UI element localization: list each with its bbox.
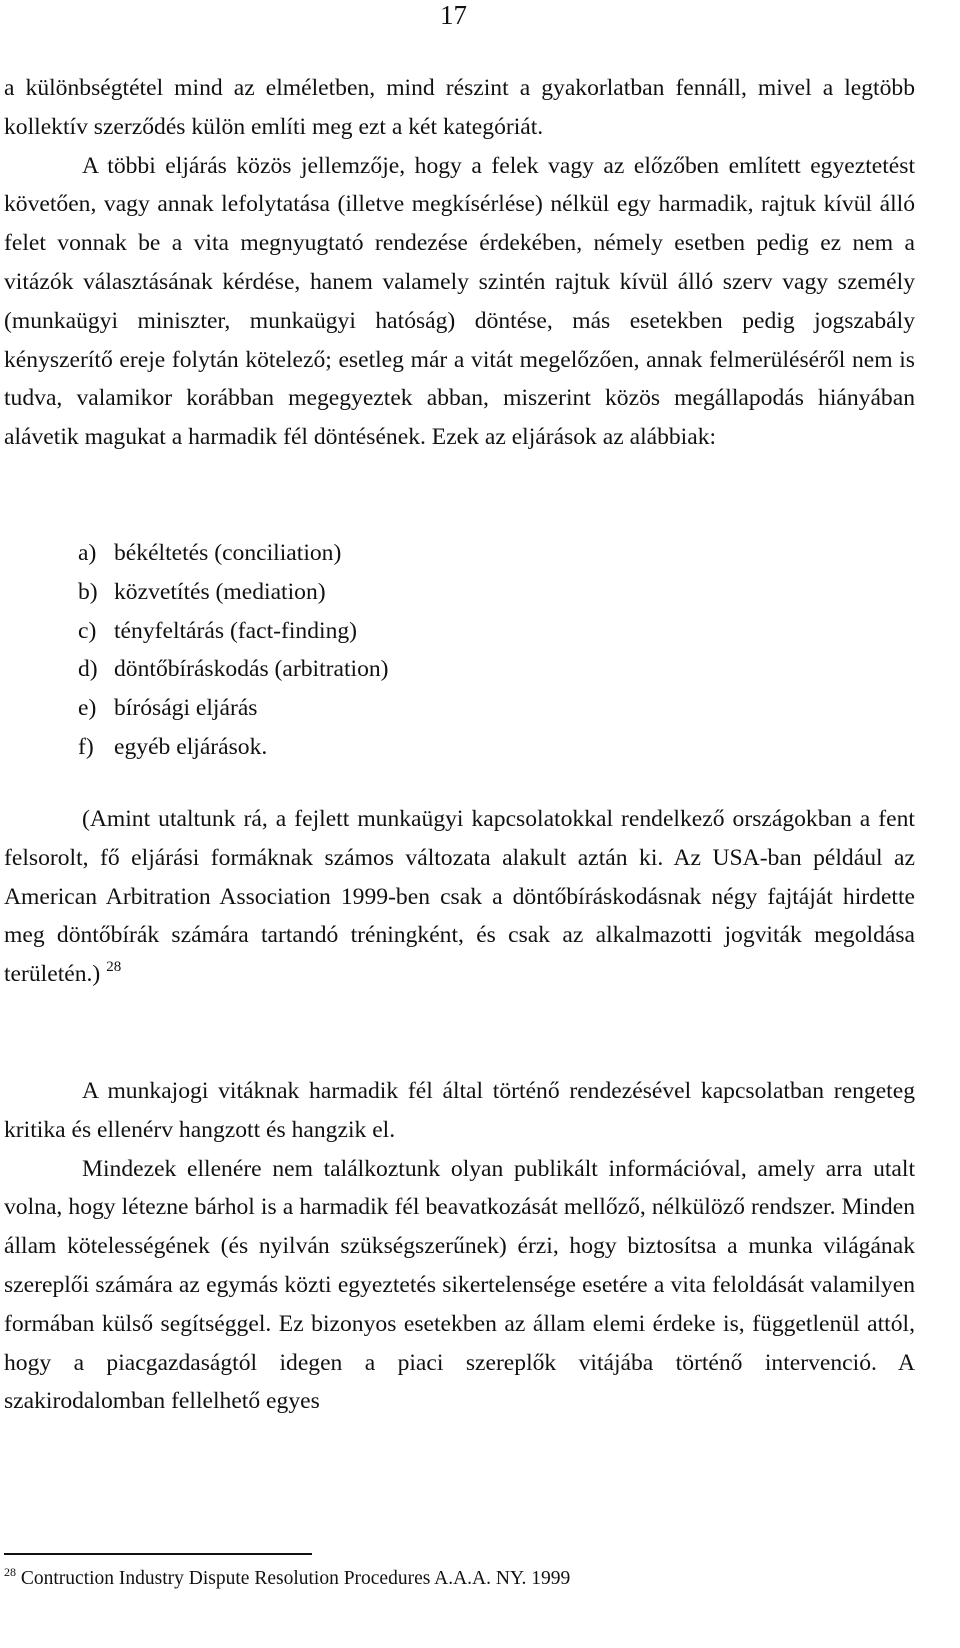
list-item-text: tényfeltárás (fact-finding)	[114, 617, 358, 644]
paragraph-procedures-intro: A többi eljárás közös jellemzője, hogy a felek vagy az előzőben említett egyeztetést követően, vagy annak lefolytatása (illetve megkísérlése) nélkül egy harmadik, rajtuk kívül álló felet vonnak be a vita megnyugtató rendezése érdekében, némely esetben pedig ez nem a vitázók választásának kérdése, hanem valamely szintén rajtuk kívül álló szerv vagy személy (munkaügyi miniszter, munkaügyi hatóság) döntése, más esetekben pedig jogszabály kényszerítő ereje folytán kötelező; esetleg már a vitát megelőzően, annak felmerüléséről nem is tudva, valamikor korábban megegyeztek abban, miszerint közös megállapodás hiányában alávetik magukat a harmadik fél döntésének. Ezek az eljárások az alábbiak:	[4, 152, 915, 451]
list-item	[78, 534, 389, 573]
list-item-marker: d)	[78, 656, 98, 683]
paragraph-parenthetical	[4, 800, 915, 994]
list-item-marker: c)	[78, 617, 97, 644]
list-item-marker: f)	[78, 733, 94, 760]
paragraph-continuation: a különbségtétel mind az elméletben, mind részint a gyakorlatban fennáll, mivel a legtöbb kollektív szerződés külön említi meg ezt a két kategóriát.	[4, 75, 915, 140]
body-text-section-1	[4, 69, 915, 457]
paragraph-criticism: A munkajogi vitáknak harmadik fél által történő rendezésével kapcsolatban rengeteg kritika és ellenérv hangzott és hangzik el.	[4, 1078, 915, 1143]
procedures-list	[78, 534, 389, 767]
list-item-marker: b)	[78, 578, 98, 605]
list-item-marker: a)	[78, 540, 97, 566]
list-item-text: bírósági eljárás	[114, 695, 258, 722]
paragraph-state-role: Mindezek ellenére nem találkoztunk olyan publikált információval, amely arra utalt volna, hogy létezne bárhol is a harmadik fél beavatkozását mellőző, nélkülöző rendszer. Minden állam kötelességének (és nyilván szükségszerűnek) érzi, hogy biztosítsa a munka világának szereplői számára az egymás közti egyeztetés sikertelensége esetére a vita feloldását valamilyen formában külső segítséggel. Ez bizonyos esetekben az állam elemi érdeke is, függetlenül attól, hogy a piacgazdaságtól idegen a piaci szereplők vitájába történő intervenció. A szakirodalomban fellelhető egyes	[4, 1155, 915, 1415]
list-item-marker: e)	[78, 695, 97, 722]
list-item	[78, 612, 389, 651]
list-item-text: egyéb eljárások.	[114, 733, 268, 760]
list-item	[78, 650, 389, 689]
list-item-text: közvetítés (mediation)	[114, 578, 326, 605]
page-number: 17	[440, 0, 467, 30]
list-item	[78, 728, 389, 767]
paragraph-parenthetical-text: (Amint utaltunk rá, a fejlett munkaügyi kapcsolatokkal rendelkező országokban a fent felsorolt, fő eljárási formáknak számos változata alakult aztán ki. Az USA-ban például az American Arbitration Association 1999-ben csak a döntőbíráskodásnak négy fajtáját hirdette meg döntőbírák számára tartandó tréningként, és csak az alkalmazotti jogviták megoldása területén.)	[4, 806, 915, 988]
body-text-section-3	[4, 1072, 915, 1421]
list-item	[78, 573, 389, 612]
body-text-section-2	[4, 800, 915, 994]
list-item	[78, 689, 389, 728]
list-item-text: békéltetés (conciliation)	[114, 540, 342, 566]
footnote-number: 28	[4, 1565, 16, 1579]
footnote-reference[interactable]: 28	[106, 959, 122, 976]
list-item-text: döntőbíráskodás (arbitration)	[114, 656, 389, 683]
footnote-divider	[4, 1553, 312, 1555]
footnote	[4, 1566, 570, 1592]
footnote-text: Contruction Industry Dispute Resolution Procedures A.A.A. NY. 1999	[20, 1568, 571, 1589]
